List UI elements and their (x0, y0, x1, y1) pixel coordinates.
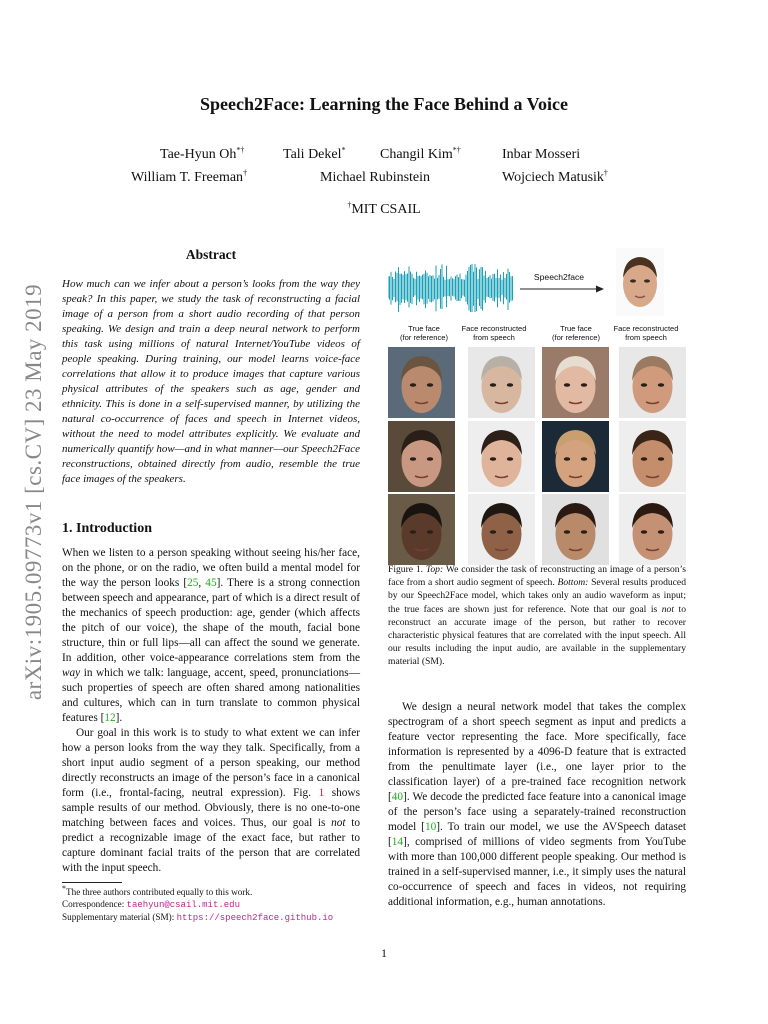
intro-column-right (388, 700, 686, 910)
abstract-heading: Abstract (185, 247, 237, 262)
citation-link[interactable]: 10 (424, 821, 437, 833)
author: William T. Freeman† (131, 168, 248, 185)
author: Changil Kim*† (380, 145, 461, 162)
author: Tali Dekel* (283, 145, 346, 162)
page-number: 1 (381, 946, 387, 960)
reconstructed-face-image (616, 248, 664, 316)
figure-link[interactable]: 1 (318, 787, 325, 799)
true-face-image (388, 421, 455, 492)
paragraph: Our goal in this work is to study to what extent we can infer how a person looks from the way they talk. Specifically, from a short input audio segment of a person speaking, our method directly reconstructs an image of the person’s face in a canonical form (i.e., frontal-facing, neutral expression). Fig. 1 shows sample results of our method. Obviously, there is no one-to-one matching between faces and voices. Thus, our goal is not to predict a recognizable image of the exact face, but rather to capture dominant facial traits of the person that are correlated with the input speech. (62, 727, 360, 874)
citation-link[interactable]: 12 (104, 712, 116, 724)
column-label: Face reconstructed from speech (461, 324, 527, 342)
figure-caption: Figure 1. Top: We consider the task of reconstructing an image of a person’s face from a short audio segment of speech. Bottom: Several results produced by our Speech2Face model, which takes only an audio waveform as input; the true faces are shown just for reference. Note that our goal is not to reconstruct an accurate image of the person, but rather to recover characteristic physical features that are correlated with the input speech. All our results including the input audio, are available in the supplementary material (SM). (388, 564, 686, 668)
column-label: True face (for reference) (551, 324, 601, 342)
arrow-label: Speech2face (533, 272, 585, 282)
footnote: *The three authors contributed equally to this work. (62, 883, 253, 897)
true-face-image (542, 347, 609, 418)
affiliation: †MIT CSAIL (347, 200, 421, 217)
arxiv-stamp: arXiv:1905.09773v1 [cs.CV] 23 May 2019 (21, 283, 46, 701)
true-face-image (542, 421, 609, 492)
reconstructed-face-image (619, 347, 686, 418)
paragraph: We design a neural network model that takes the complex spectrogram of a short speech segment as input and predicts a feature vector representing the face. More specifically, face information is represented by a 4096-D feature that is extracted from the penultimate layer (i.e., one layer prior to the classification layer) of a pre-trained face recognition network [40]. We decode the predicted face feature into a canonical image of the person’s face using a separately-trained reconstruction model [10]. To train our model, we use the AVSpeech dataset [14], comprised of millions of video segments from YouTube with more than 100,000 different people speaking. Our method is trained in a self-supervised manner, i.e., it simply uses the natural co-occurrence of speech and faces in videos, not requiring additional information, e.g., human annotations. (388, 701, 686, 908)
footnote: Correspondence: taehyun@csail.mit.edu (62, 899, 240, 910)
true-face-image (388, 494, 455, 565)
audio-waveform (388, 264, 516, 312)
column-label: True face (for reference) (399, 324, 449, 342)
abstract-body: How much can we infer about a person’s looks from the way they speak? In this paper, we study the task of reconstructing a facial image of a person from a short audio recording of that person speaking. We design and train a deep neural network to perform this task using millions of natural Internet/YouTube videos of people speaking. During training, our model learns voice-face correlations that allow it to produce images that capture various physical attributes of the speakers such as age, gender and ethnicity. This is done in a self-supervised manner, by utilizing the natural co-occurrence of faces and speech in Internet videos, without the need to model attributes explicitly. We evaluate and numerically quantify how—and in what manner—our Speech2Face reconstructions, obtained directly from audio, resemble the true face images of the speakers. (62, 278, 360, 485)
section-heading: 1. Introduction (62, 521, 152, 536)
true-face-image (542, 494, 609, 565)
reconstructed-face-image (619, 494, 686, 565)
author: Tae-Hyun Oh*† (160, 145, 245, 162)
author: Wojciech Matusik† (502, 168, 608, 185)
author: Michael Rubinstein (320, 170, 431, 185)
footnote: Supplementary material (SM): https://speech2face.github.io (62, 912, 334, 923)
paper-title: Speech2Face: Learning the Face Behind a Voice (200, 94, 568, 114)
reconstructed-face-image (468, 494, 535, 565)
reconstructed-face-image (468, 421, 535, 492)
citation-link[interactable]: 14 (391, 836, 404, 848)
reconstructed-face-image (468, 347, 535, 418)
url-link[interactable]: https://speech2face.github.io (176, 913, 334, 923)
citation-link[interactable]: 25 (187, 577, 199, 589)
column-label: Face reconstructed from speech (613, 324, 679, 342)
footnotes (62, 883, 372, 924)
true-face-image (388, 347, 455, 418)
intro-column-left (62, 546, 360, 876)
author: Inbar Mosseri (502, 147, 581, 162)
footnote-rule (62, 882, 122, 883)
citation-link[interactable]: 40 (391, 791, 404, 803)
paragraph: When we listen to a person speaking without seeing his/her face, on the phone, or on the radio, we often build a mental model for the way the person looks [25, 45]. There is a strong connection between speech and appearance, part of which is a direct result of the mechanics of speech production: age, gender (which affects the pitch of our voice), the shape of the mouth, facial bone structure, thin or full lips—all can affect the sound we generate. In addition, other voice-appearance correlations stem from the way in which we talk: language, accent, speed, pronunciations—such properties of speech are often shared among nationalities and cultures, which can in turn translate to common physical features [12]. (62, 547, 360, 724)
email-link[interactable]: taehyun@csail.mit.edu (126, 900, 240, 910)
arrow-icon (520, 284, 604, 294)
figure-1 (388, 248, 686, 564)
author-list (0, 147, 768, 187)
citation-link[interactable]: 45 (205, 577, 217, 589)
reconstructed-face-image (619, 421, 686, 492)
